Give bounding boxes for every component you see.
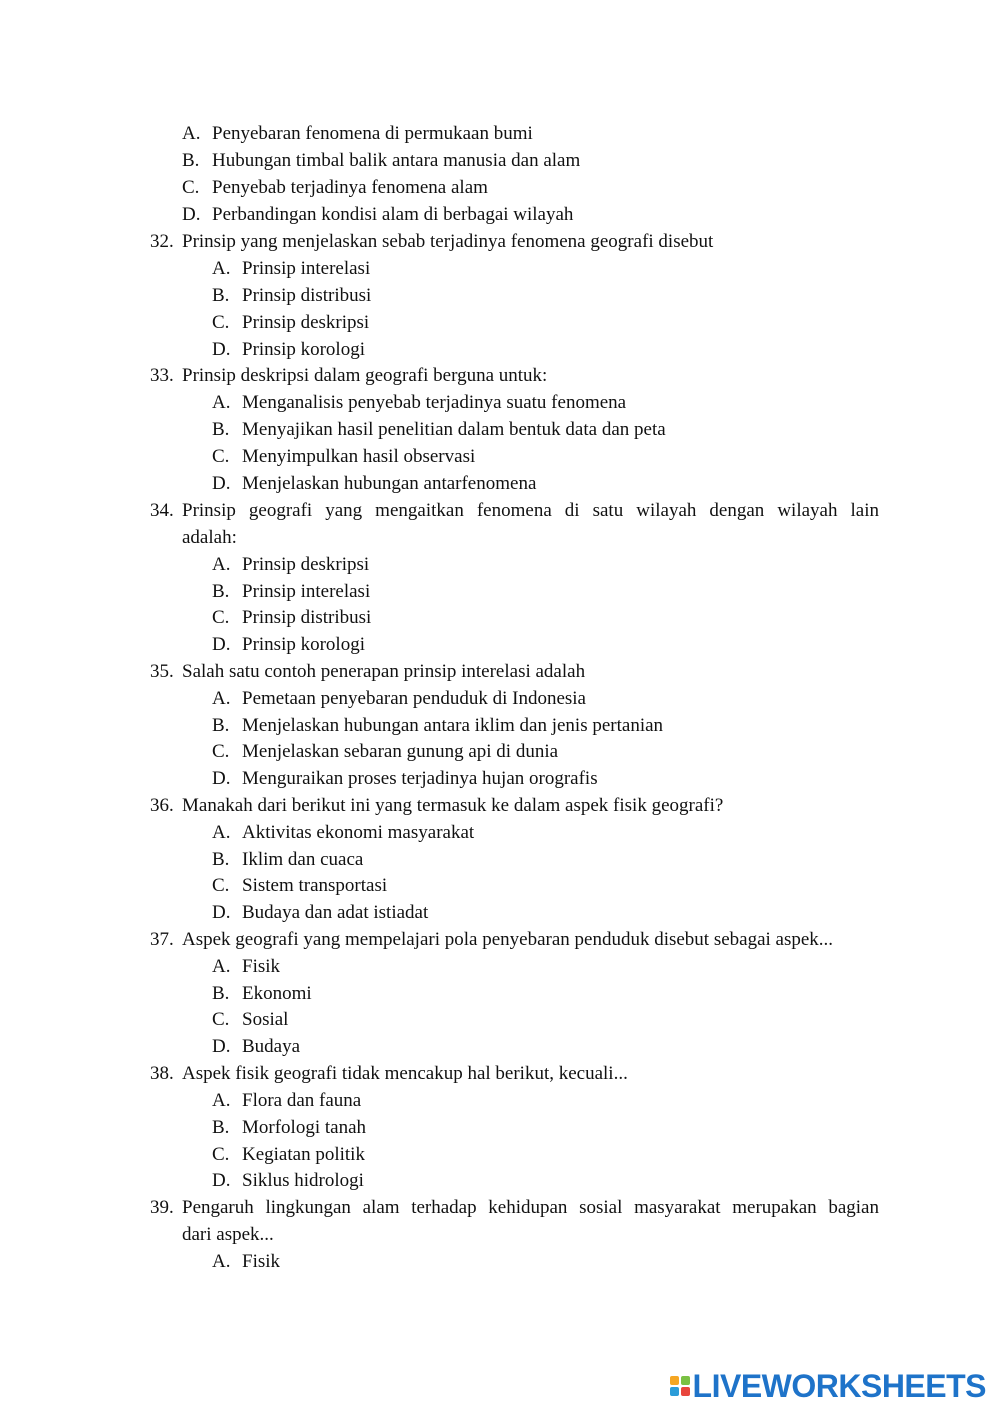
q31-option-a[interactable]: A. Penyebaran fenomena di permukaan bumi bbox=[182, 123, 533, 144]
logo-tiles-icon bbox=[670, 1376, 690, 1396]
q38-option-d[interactable]: D. Siklus hidrologi bbox=[212, 1170, 364, 1191]
q33-option-b[interactable]: B. Menyajikan hasil penelitian dalam bentuk data dan peta bbox=[212, 419, 666, 440]
q37-option-b[interactable]: B. Ekonomi bbox=[212, 983, 312, 1004]
q32-option-d[interactable]: D. Prinsip korologi bbox=[212, 339, 365, 360]
question-text: Manakah dari berikut ini yang termasuk ke dalam aspek fisik geografi? bbox=[182, 795, 724, 816]
q37-option-d[interactable]: D. Budaya bbox=[212, 1036, 301, 1057]
q34-option-a[interactable]: A. Prinsip deskripsi bbox=[212, 554, 370, 575]
q32-option-b[interactable]: B. Prinsip distribusi bbox=[212, 285, 372, 306]
q31-option-b[interactable]: B. Hubungan timbal balik antara manusia dan alam bbox=[182, 150, 581, 171]
q31-option-d[interactable]: D. Perbandingan kondisi alam di berbagai wilayah bbox=[182, 204, 574, 225]
q38-option-b[interactable]: B. Morfologi tanah bbox=[212, 1117, 367, 1138]
q35-option-c[interactable]: C. Menjelaskan sebaran gunung api di dunia bbox=[212, 741, 559, 762]
q32-option-c[interactable]: C. Prinsip deskripsi bbox=[212, 312, 370, 333]
question-38: 38. Aspek fisik geografi tidak mencakup hal berikut, kecuali... bbox=[150, 1063, 628, 1084]
liveworksheets-logo[interactable] bbox=[670, 1366, 986, 1406]
question-text: Aspek geografi yang mempelajari pola penyebaran penduduk disebut sebagai aspek... bbox=[182, 929, 834, 950]
question-33: 33. Prinsip deskripsi dalam geografi berguna untuk: bbox=[150, 365, 548, 386]
q38-option-c[interactable]: C. Kegiatan politik bbox=[212, 1144, 365, 1165]
q34-option-c[interactable]: C. Prinsip distribusi bbox=[212, 607, 372, 628]
question-text-line-2: dari aspek... bbox=[182, 1224, 274, 1245]
q36-option-c[interactable]: C. Sistem transportasi bbox=[212, 875, 388, 896]
question-text: Aspek fisik geografi tidak mencakup hal berikut, kecuali... bbox=[182, 1063, 628, 1084]
q37-option-c[interactable]: C. Sosial bbox=[212, 1009, 289, 1030]
q33-option-a[interactable]: A. Menganalisis penyebab terjadinya suatu fenomena bbox=[212, 392, 627, 413]
q39-option-a[interactable]: A. Fisik bbox=[212, 1251, 281, 1272]
q36-option-b[interactable]: B. Iklim dan cuaca bbox=[212, 849, 364, 870]
q34-option-b[interactable]: B. Prinsip interelasi bbox=[212, 581, 371, 602]
brand-name: LIVEWORKSHEETS bbox=[692, 1367, 986, 1404]
logo-tile bbox=[681, 1387, 690, 1396]
question-text-line-1: Prinsip geografi yang mengaitkan fenomena di satu wilayah dengan wilayah lain bbox=[182, 500, 879, 521]
question-text-line-2: adalah: bbox=[182, 527, 237, 548]
q36-option-d[interactable]: D. Budaya dan adat istiadat bbox=[212, 902, 429, 923]
q37-option-a[interactable]: A. Fisik bbox=[212, 956, 281, 977]
q34-option-d[interactable]: D. Prinsip korologi bbox=[212, 634, 365, 655]
q33-option-c[interactable]: C. Menyimpulkan hasil observasi bbox=[212, 446, 476, 467]
question-32: 32. Prinsip yang menjelaskan sebab terjadinya fenomena geografi disebut bbox=[150, 231, 714, 252]
question-text: Salah satu contoh penerapan prinsip interelasi adalah bbox=[182, 661, 586, 682]
q38-option-a[interactable]: A. Flora dan fauna bbox=[212, 1090, 362, 1111]
q35-option-d[interactable]: D. Menguraikan proses terjadinya hujan orografis bbox=[212, 768, 598, 789]
question-36: 36. Manakah dari berikut ini yang termasuk ke dalam aspek fisik geografi? bbox=[150, 795, 724, 816]
q36-option-a[interactable]: A. Aktivitas ekonomi masyarakat bbox=[212, 822, 475, 843]
q35-option-b[interactable]: B. Menjelaskan hubungan antara iklim dan jenis pertanian bbox=[212, 715, 664, 736]
logo-tile bbox=[670, 1376, 679, 1385]
logo-tile bbox=[670, 1387, 679, 1396]
q33-option-d[interactable]: D. Menjelaskan hubungan antarfenomena bbox=[212, 473, 537, 494]
logo-tile bbox=[681, 1376, 690, 1385]
question-37: 37. Aspek geografi yang mempelajari pola penyebaran penduduk disebut sebagai aspek... bbox=[150, 929, 834, 950]
q35-option-a[interactable]: A. Pemetaan penyebaran penduduk di Indonesia bbox=[212, 688, 586, 709]
q32-option-a[interactable]: A. Prinsip interelasi bbox=[212, 258, 371, 279]
question-text: Prinsip deskripsi dalam geografi berguna untuk: bbox=[182, 365, 548, 386]
question-text: Prinsip yang menjelaskan sebab terjadinya fenomena geografi disebut bbox=[182, 231, 714, 252]
question-35: 35. Salah satu contoh penerapan prinsip interelasi adalah bbox=[150, 661, 586, 682]
question-text-line-1: Pengaruh lingkungan alam terhadap kehidupan sosial masyarakat merupakan bagian bbox=[182, 1197, 879, 1218]
q31-option-c[interactable]: C. Penyebab terjadinya fenomena alam bbox=[182, 177, 488, 198]
